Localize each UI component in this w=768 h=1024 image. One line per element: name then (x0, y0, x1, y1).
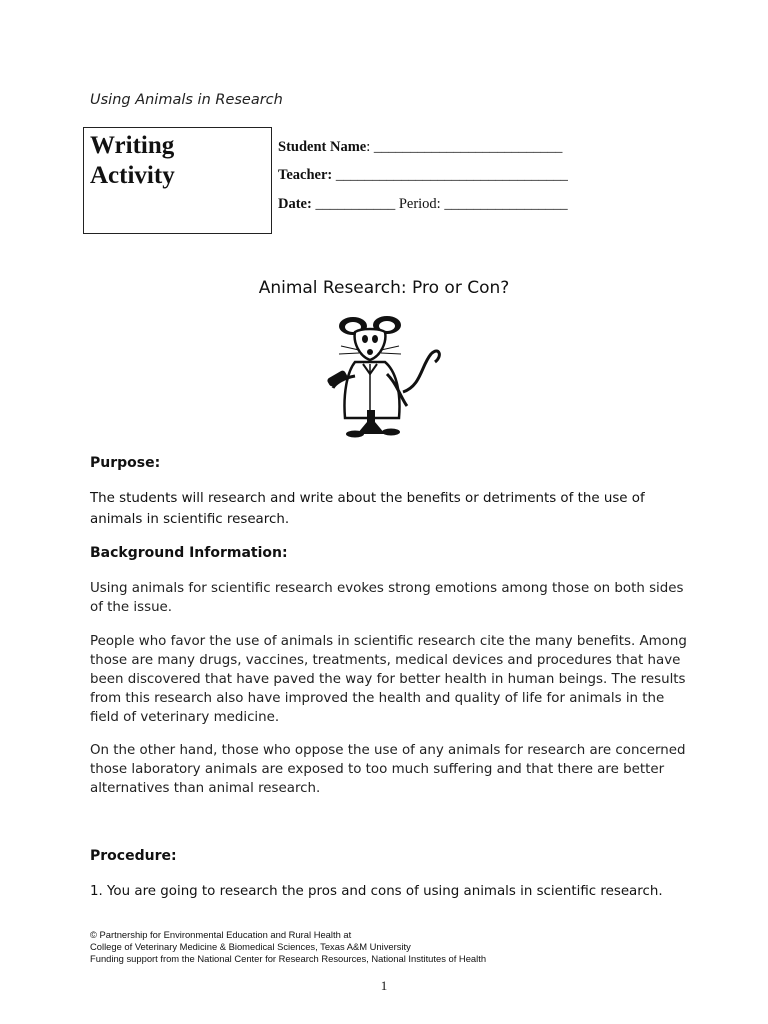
period-label: Period: (398, 196, 441, 212)
page-number: 1 (380, 978, 388, 993)
activity-box-line2: Activity (90, 162, 175, 189)
background-paragraph-1: Using animals for scientific research evokes strong emotions among those on both sides of the issue. (90, 581, 684, 615)
footer-line-1: © Partnership for Environmental Education and Rural Health at (90, 929, 352, 940)
teacher-field (278, 167, 568, 184)
teacher-label: Teacher: (278, 167, 333, 183)
footer-credits (90, 929, 486, 965)
footer-line-2: College of Veterinary Medicine & Biomedical Sciences, Texas A&M University (90, 941, 411, 952)
procedure-heading: Procedure: (90, 848, 177, 864)
activity-box-label (90, 131, 175, 191)
student-name-field (278, 139, 562, 156)
date-line: ___________ (311, 196, 399, 212)
page-title: Animal Research: Pro or Con? (258, 278, 510, 298)
student-name-label: Student Name (278, 139, 367, 155)
procedure-step-1: 1. You are going to research the pros and cons of using animals in scientific research. (90, 884, 663, 899)
student-name-line: : __________________________ (366, 139, 563, 155)
date-label: Date: (278, 196, 312, 212)
period-line: _________________ (440, 196, 568, 212)
lab-mouse-scientist-icon (325, 314, 445, 438)
date-period-field (278, 196, 568, 213)
purpose-text: The students will research and write about the benefits or detriments of the use of animals in scientific research. (90, 491, 645, 527)
document-header-title: Using Animals in Research (90, 92, 283, 108)
background-paragraph-3: On the other hand, those who oppose the use of any animals for research are concerned those laboratory animals are exposed to too much suffering and that there are better alternatives than animal research. (90, 743, 686, 796)
purpose-heading: Purpose: (90, 455, 161, 471)
background-paragraph-2: People who favor the use of animals in scientific research cite the many benefits. Among those are many drugs, vaccines, treatments, medical devices and procedures that have been discovered that have paved the way for better health in human beings. The results from this research also have improved the health and quality of life for animals in the field of veterinary medicine. (90, 634, 687, 725)
teacher-line: ________________________________ (332, 167, 568, 183)
footer-line-3: Funding support from the National Center for Research Resources, National Institutes of Health (90, 953, 487, 964)
activity-box-line1: Writing (90, 132, 175, 159)
background-heading: Background Information: (90, 545, 288, 561)
